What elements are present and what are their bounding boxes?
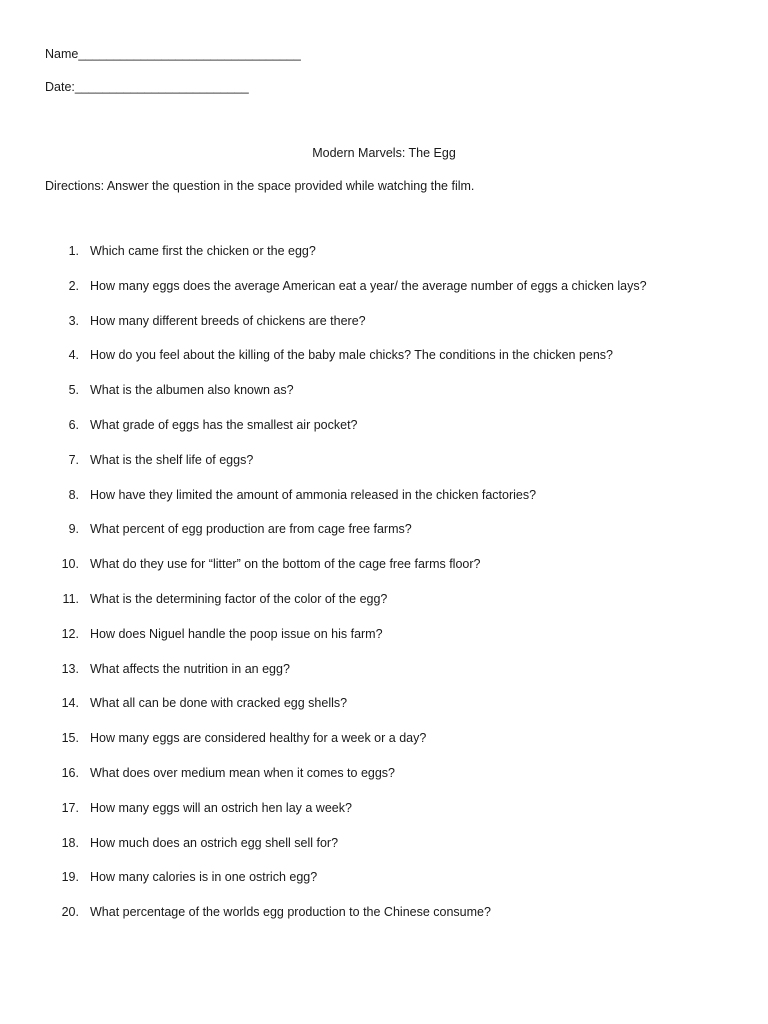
question-number: 9. [68, 522, 79, 537]
question-text: How many eggs does the average American eat a year/ the average number of eggs a chicken lays? [90, 278, 647, 293]
question-number: 20. [61, 905, 79, 920]
question-number: 8. [68, 487, 79, 502]
name-field-label: Name________________________________ [45, 47, 301, 61]
question-text: How many eggs are considered healthy for a week or a day? [90, 731, 427, 746]
question-number: 12. [61, 626, 79, 641]
question-number: 18. [61, 835, 79, 850]
question-text: What is the shelf life of eggs? [90, 452, 254, 467]
question-number: 6. [68, 417, 79, 432]
directions-text: Directions: Answer the question in the space provided while watching the film. [45, 179, 475, 193]
question-number: 14. [61, 696, 79, 711]
question-text: How much does an ostrich egg shell sell for? [90, 835, 339, 850]
question-text: What percentage of the worlds egg production to the Chinese consume? [90, 905, 491, 920]
question-text: What does over medium mean when it comes to eggs? [90, 765, 396, 780]
date-field-label: Date:_________________________ [45, 80, 249, 94]
question-text: What all can be done with cracked egg shells? [90, 696, 348, 711]
question-text: What affects the nutrition in an egg? [90, 661, 290, 676]
question-number: 7. [68, 452, 79, 467]
question-number: 13. [61, 661, 79, 676]
question-number: 15. [61, 731, 79, 746]
question-text: How many different breeds of chickens are there? [90, 313, 366, 328]
question-text: What is the determining factor of the color of the egg? [90, 591, 388, 606]
question-text: How have they limited the amount of ammonia released in the chicken factories? [90, 487, 537, 502]
question-text: Which came first the chicken or the egg? [90, 244, 316, 258]
question-number: 10. [61, 557, 79, 572]
question-number: 1. [68, 244, 79, 258]
question-number: 19. [61, 870, 79, 885]
question-number: 5. [68, 383, 79, 398]
question-number: 3. [68, 313, 79, 328]
question-text: What percent of egg production are from cage free farms? [90, 522, 412, 537]
question-number: 16. [61, 765, 79, 780]
page-title: Modern Marvels: The Egg [312, 146, 456, 160]
question-number: 11. [62, 591, 79, 606]
question-text: What grade of eggs has the smallest air pocket? [90, 417, 358, 432]
question-text: What do they use for “litter” on the bottom of the cage free farms floor? [90, 557, 481, 572]
question-text: How many eggs will an ostrich hen lay a week? [90, 800, 352, 815]
question-text: How does Niguel handle the poop issue on his farm? [90, 626, 383, 641]
question-number: 2. [68, 278, 79, 293]
question-text: How many calories is in one ostrich egg? [90, 870, 318, 885]
question-text: How do you feel about the killing of the baby male chicks? The conditions in the chicken pens? [90, 348, 614, 363]
question-number: 17. [61, 800, 79, 815]
question-number: 4. [68, 348, 79, 363]
question-text: What is the albumen also known as? [90, 383, 294, 398]
